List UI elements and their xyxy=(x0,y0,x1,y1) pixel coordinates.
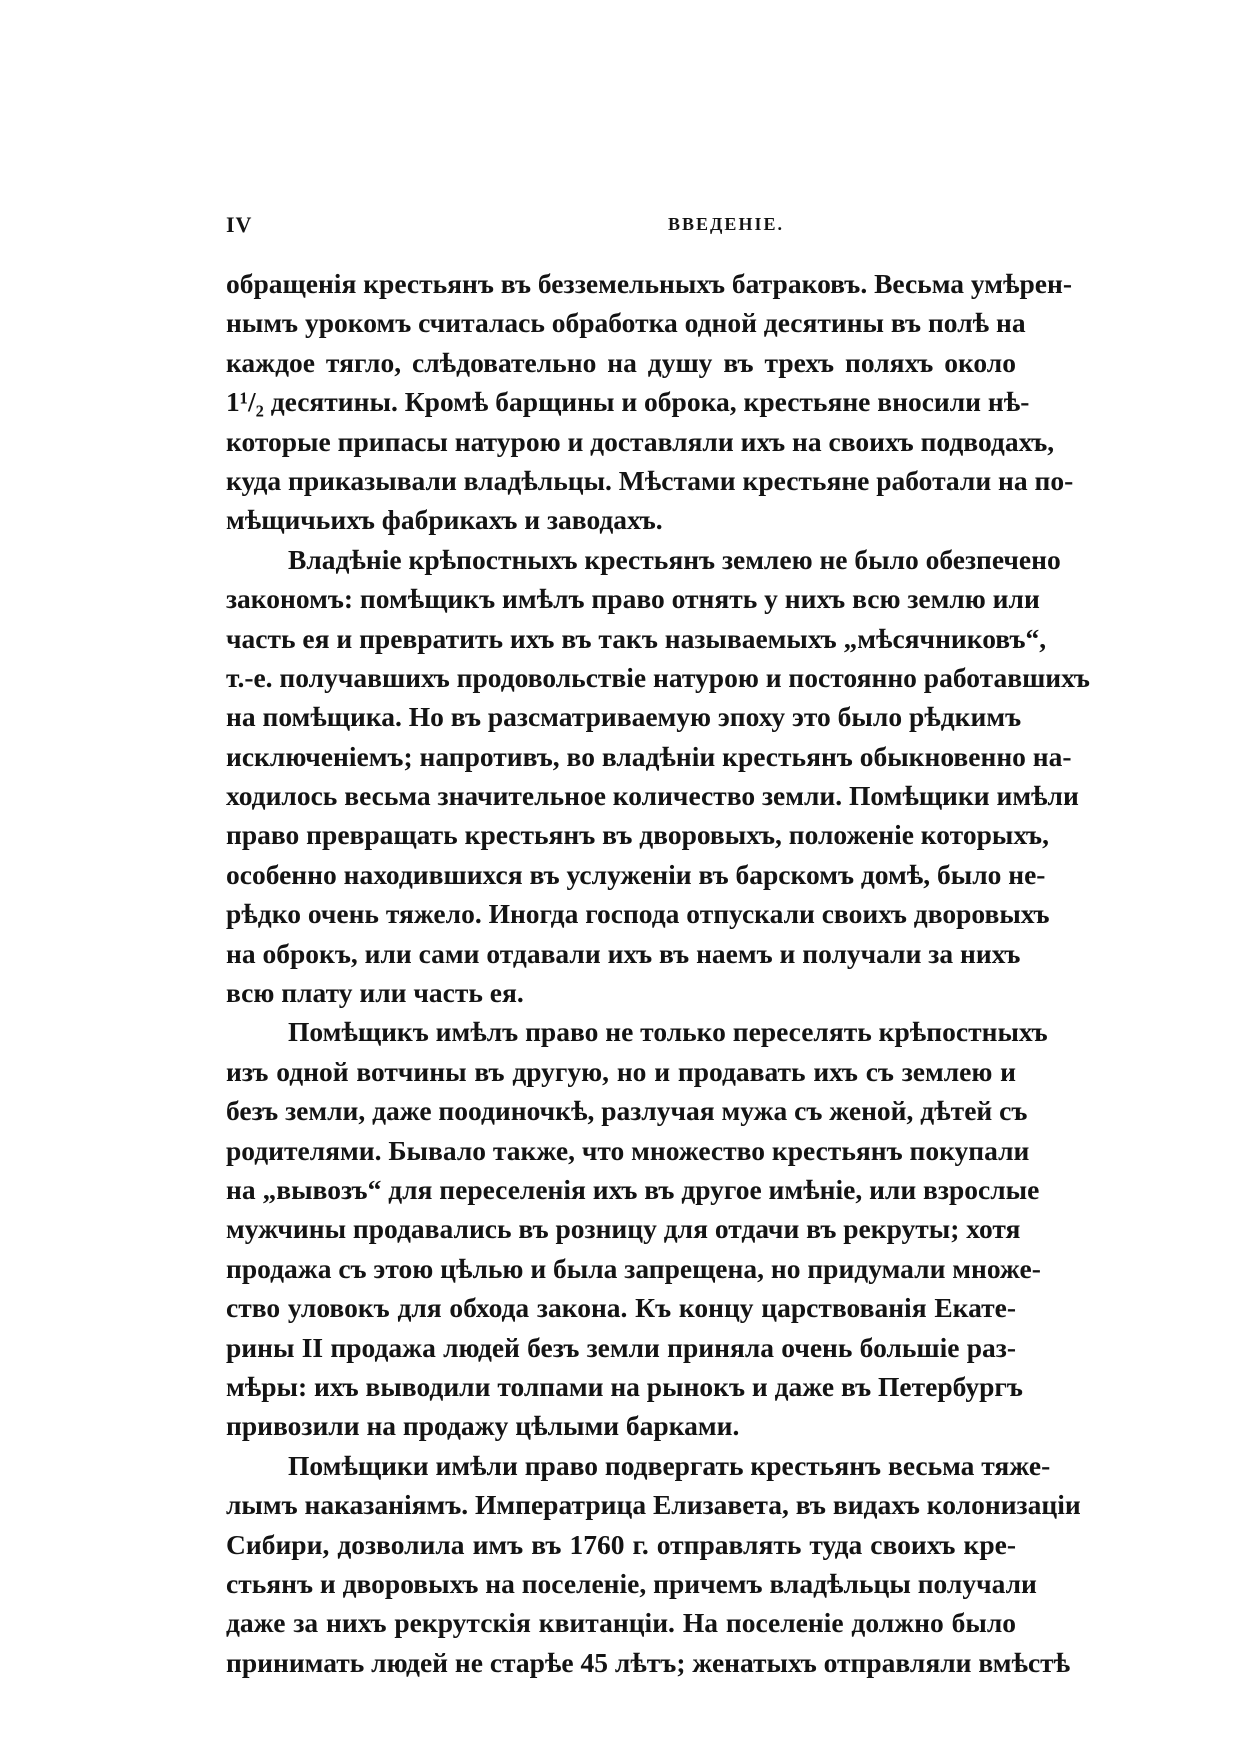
text-line: обращенія крестьянъ въ безземельныхъ батраковъ. Весьма умѣрен- xyxy=(226,268,1073,299)
text-line: куда приказывали владѣльцы. Мѣстами крестьяне работали на по- xyxy=(226,464,1074,496)
text-line: рѣдко очень тяжело. Иногда господа отпускали своихъ дворовыхъ xyxy=(226,898,1050,930)
text-line: мѣщичьихъ фабрикахъ и заводахъ. xyxy=(226,504,663,536)
text-line: стьянъ и дворовыхъ на поселеніе, причемъ владѣльцы получали xyxy=(226,1567,1037,1599)
text-line: мѣры: ихъ выводили толпами на рынокъ и даже въ Петербургъ xyxy=(226,1370,1023,1402)
page-number: IV xyxy=(226,212,253,237)
page-header xyxy=(226,212,1016,242)
text-line: рины II продажа людей безъ земли приняла очень большіе раз- xyxy=(226,1331,1016,1363)
text-line: особенно находившихся въ услуженіи въ барскомъ домѣ, было не- xyxy=(226,858,1046,890)
text-line: Помѣщики имѣли право подвергать крестьянъ весьма тяже- xyxy=(288,1449,1051,1481)
text-line: каждое тягло, слѣдовательно на душу въ трехъ поляхъ около xyxy=(226,346,1016,378)
text-line: право превращать крестьянъ въ дворовыхъ, положеніе которыхъ, xyxy=(226,819,1049,851)
text-line: на помѣщика. Но въ разсматриваемую эпоху это было рѣдкимъ xyxy=(226,701,1022,733)
text-line: ходилось весьма значительное количество земли. Помѣщики имѣли xyxy=(226,780,1079,812)
paragraph xyxy=(226,1446,1081,1682)
text-line: нымъ урокомъ считалась обработка одной десятины въ полѣ на xyxy=(226,307,1026,339)
text-line: т.-е. получавшихъ продовольствіе натурою и постоянно работавшихъ xyxy=(226,661,1090,693)
text-line: ство уловокъ для обхода закона. Къ концу царствованія Екате- xyxy=(226,1292,1016,1324)
text-line: Сибири, дозволила имъ въ 1760 г. отправлять туда своихъ кре- xyxy=(226,1528,1016,1560)
running-title: ВВЕДЕНІЕ. xyxy=(668,214,784,234)
text-line: привозили на продажу цѣлыми барками. xyxy=(226,1410,740,1442)
text-line: которые припасы натурою и доставляли ихъ на своихъ подводахъ, xyxy=(226,425,1055,457)
text-line: на „вывозъ“ для переселенія ихъ въ другое имѣніе, или взрослые xyxy=(226,1173,1040,1205)
text-line: исключеніемъ; напротивъ, во владѣніи крестьянъ обыкновенно на- xyxy=(226,740,1072,772)
text-line: Владѣніе крѣпостныхъ крестьянъ землею не было обезпечено xyxy=(288,543,1061,575)
text-line: родителями. Бывало также, что множество крестьянъ покупали xyxy=(226,1134,1030,1166)
paragraph xyxy=(226,540,1090,1013)
text-line: изъ одной вотчины въ другую, но и продавать ихъ съ землею и xyxy=(226,1055,1016,1087)
text-line: продажа съ этою цѣлью и была запрещена, но придумали множе- xyxy=(226,1252,1041,1284)
paragraph xyxy=(226,264,1074,540)
text-line: лымъ наказаніямъ. Императрица Елизавета, въ видахъ колонизаціи xyxy=(226,1489,1081,1521)
text-line: принимать людей не старѣе 45 лѣтъ; женатыхъ отправляли вмѣстѣ xyxy=(226,1646,1071,1678)
text-line: безъ земли, даже поодиночкѣ, разлучая мужа съ женой, дѣтей съ xyxy=(226,1095,1028,1127)
text-line: даже за нихъ рекрутскія квитанціи. На поселеніе должно было xyxy=(226,1607,1016,1639)
text-line: часть ея и превратить ихъ въ такъ называемыхъ „мѣсячниковъ“, xyxy=(226,622,1047,654)
body-text xyxy=(226,264,1090,1682)
text-line: мужчины продавались въ розницу для отдачи въ рекруты; хотя xyxy=(226,1213,1021,1245)
text-line: Помѣщикъ имѣлъ право не только переселять крѣпостныхъ xyxy=(288,1016,1048,1048)
text-line: на оброкъ, или сами отдавали ихъ въ наемъ и получали за нихъ xyxy=(226,937,1021,969)
text-line: закономъ: помѣщикъ имѣлъ право отнять у нихъ всю землю или xyxy=(226,583,1040,615)
paragraph xyxy=(226,1012,1048,1445)
text-line: 1¹/₂ десятины. Кромѣ барщины и оброка, крестьяне вносили нѣ- xyxy=(226,386,1030,418)
text-line: всю плату или часть ея. xyxy=(226,977,524,1009)
